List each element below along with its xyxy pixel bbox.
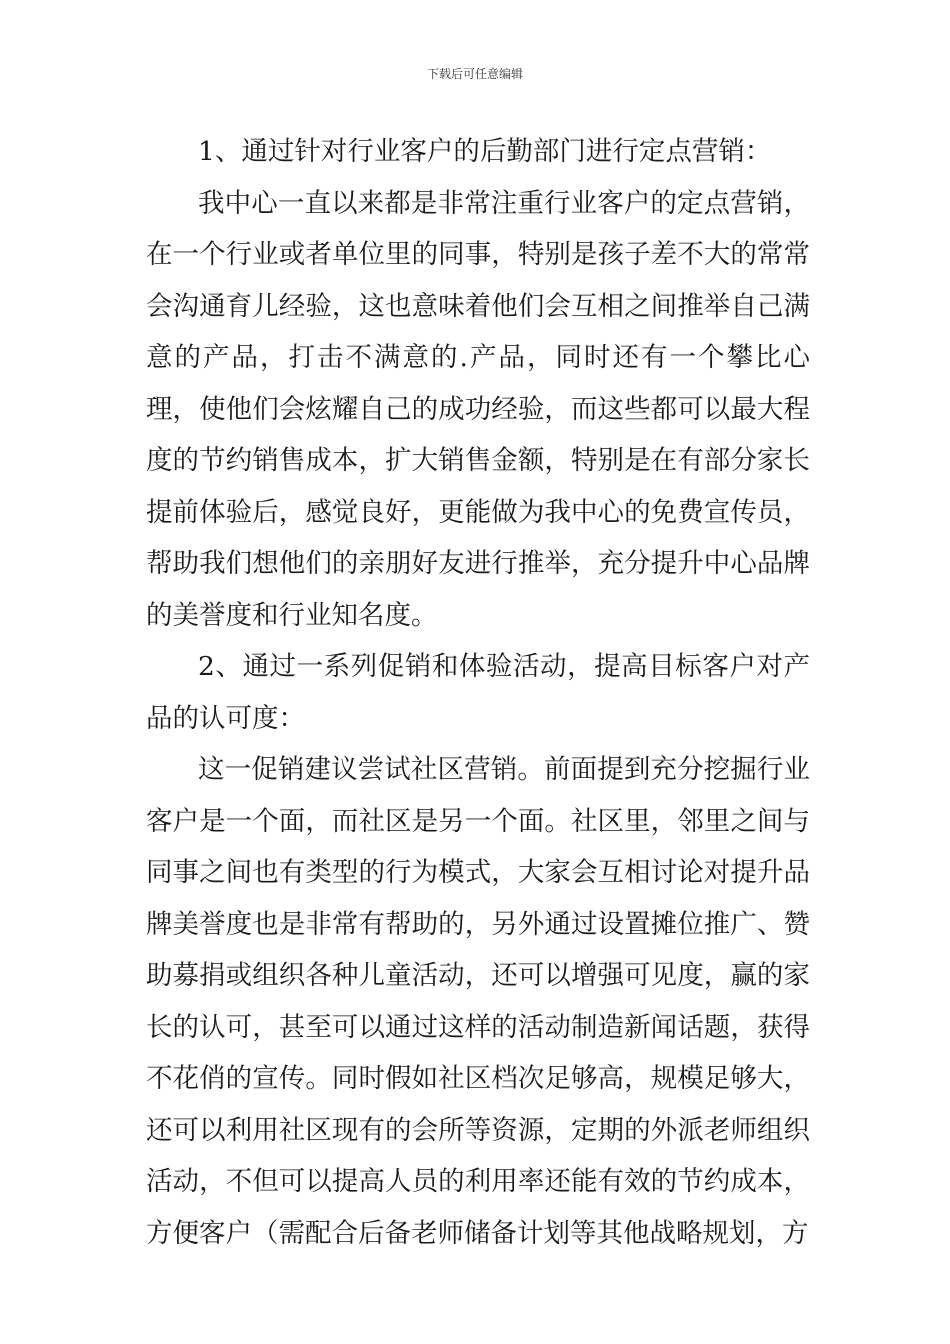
- document-body: [146, 126, 810, 1259]
- paragraph-body-2: 这一促销建议尝试社区营销。前面提到充分挖掘行业客户是一个面，而社区是另一个面。社区里，邻里之间与同事之间也有类型的行为模式，大家会互相讨论对提升品牌美誉度也是非常有帮助的，另外通过设置摊位推广、赞助募捐或组织各种儿童活动，还可以增强可见度，赢的家长的认可，甚至可以通过这样的活动制造新闻话题，获得不花俏的宣传。同时假如社区档次足够高，规模足够大，还可以利用社区现有的会所等资源，定期的外派老师组织活动，不但可以提高人员的利用率还能有效的节约成本，方便客户（需配合后备老师储备计划等其他战略规划，方: [146, 754, 810, 1249]
- page-header: 下载后可任意编辑: [426, 67, 523, 81]
- paragraph-heading-1: 1、通过针对行业客户的后勤部门进行定点营销：: [198, 136, 772, 167]
- paragraph-body-1: 我中心一直以来都是非常注重行业客户的定点营销，在一个行业或者单位里的同事，特别是孩子差不大的常常会沟通育儿经验，这也意味着他们会互相之间推举自己满意的产品，打击不满意的.产品，同时还有一个攀比心理，使他们会炫耀自己的成功经验，而这些都可以最大程度的节约销售成本，扩大销售金额，特别是在有部分家长提前体验后，感觉良好，更能做为我中心的免费宣传员，帮助我们想他们的亲朋好友进行推举，充分提升中心品牌的美誉度和行业知名度。: [146, 187, 810, 631]
- paragraph-heading-2: 2、通过一系列促销和体验活动，提高目标客户对产品的认可度：: [146, 651, 810, 734]
